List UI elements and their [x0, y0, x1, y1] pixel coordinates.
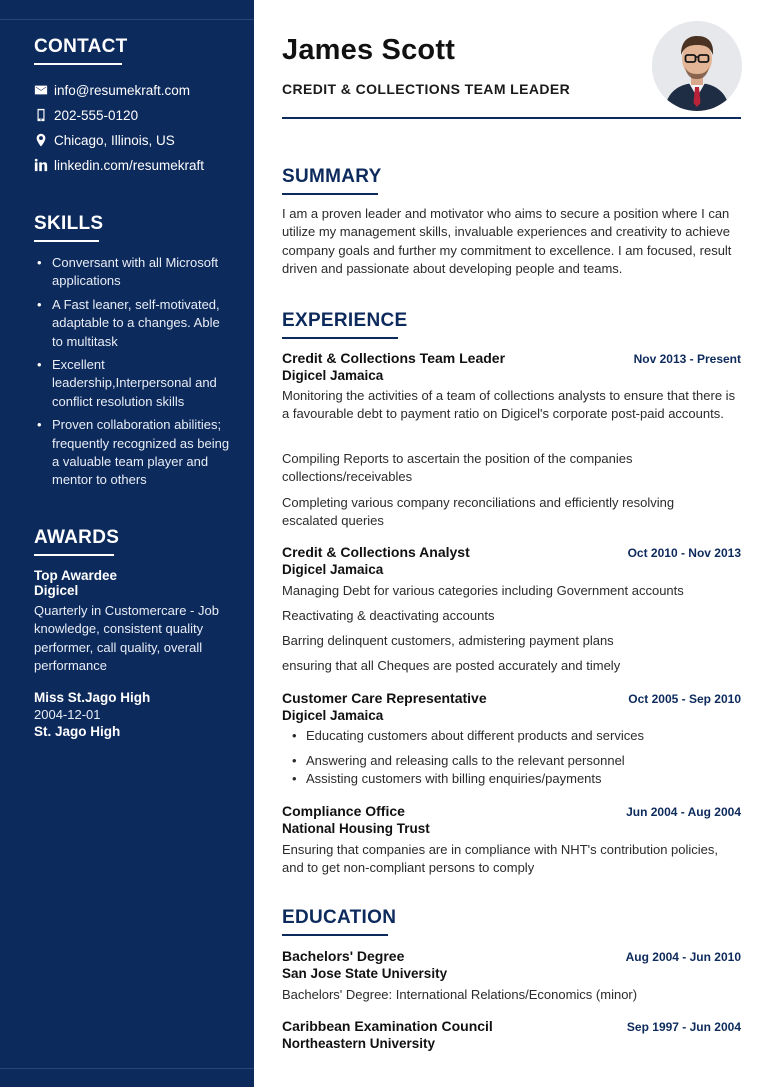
- job-dates: Nov 2013 - Present: [633, 352, 741, 366]
- candidate-name: James Scott: [282, 34, 456, 66]
- job-description: Completing various company reconciliations and efficiently resolving escalated queries: [282, 495, 675, 529]
- education-school: San Jose State University: [282, 966, 448, 981]
- awards-heading: AWARDS: [34, 527, 120, 548]
- summary-heading-rule: [282, 193, 378, 195]
- skills-heading-rule: [34, 240, 99, 242]
- job-header: [282, 544, 741, 560]
- skill-item: • Proven collaboration abilities; frequently recognized as being a valuable team player and mentor to others: [34, 416, 234, 490]
- education-header: [282, 948, 741, 964]
- phone-text: 202-555-0120: [54, 107, 139, 123]
- job-title: Customer Care Representative: [282, 690, 487, 706]
- job-description: ensuring that all Cheques are posted accurately and timely: [282, 658, 621, 673]
- award-title: Top Awardee: [34, 568, 118, 583]
- candidate-title: CREDIT & COLLECTIONS TEAM LEADER: [282, 81, 571, 97]
- map-pin-icon: [34, 133, 48, 147]
- job-description: Managing Debt for various categories including Government accounts: [282, 583, 684, 598]
- education-heading: EDUCATION: [282, 907, 397, 928]
- awards-heading-rule: [34, 554, 114, 556]
- education-heading-rule: [282, 934, 388, 936]
- sidebar-top-divider: [0, 19, 254, 20]
- education-school: Northeastern University: [282, 1036, 436, 1051]
- education-dates: Sep 1997 - Jun 2004: [626, 1020, 741, 1034]
- award-title: Miss St.Jago High: [34, 690, 151, 705]
- job-company: Digicel Jamaica: [282, 368, 384, 383]
- award-org: Digicel: [34, 583, 79, 598]
- job-description: Monitoring the activities of a team of collections analysts to ensure that there is a favourable debt to payment ratio on Digicel's corporate post-paid accounts.: [282, 388, 736, 422]
- profile-photo: [652, 21, 742, 111]
- job-bullet: • Educating customers about different products and services: [292, 727, 742, 745]
- education-dates: Aug 2004 - Jun 2010: [625, 950, 741, 964]
- skill-item: • Conversant with all Microsoft applications: [34, 254, 234, 291]
- job-title: Credit & Collections Analyst: [282, 544, 470, 560]
- job-bullet: • Answering and releasing calls to the relevant personnel: [292, 752, 742, 770]
- envelope-icon: [34, 83, 48, 97]
- job-description: Compiling Reports to ascertain the position of the companies collections/receivables: [282, 451, 633, 485]
- sidebar-bottom-divider: [0, 1068, 254, 1069]
- email-text: info@resumekraft.com: [54, 82, 190, 98]
- phone-icon: [34, 108, 48, 122]
- education-detail: Bachelors' Degree: International Relations/Economics (minor): [282, 987, 638, 1002]
- job-header: [282, 803, 741, 819]
- job-description: Ensuring that companies are in compliance with NHT's contribution policies, and to get non-compliant persons to comply: [282, 842, 719, 876]
- job-bullet: • Assisting customers with billing enquiries/payments: [292, 770, 742, 788]
- job-title: Compliance Office: [282, 803, 405, 819]
- linkedin-text: linkedin.com/resumekraft: [54, 157, 205, 173]
- contact-location: [34, 130, 175, 150]
- contact-heading: CONTACT: [34, 36, 128, 57]
- job-dates: Oct 2010 - Nov 2013: [627, 546, 741, 560]
- job-title: Credit & Collections Team Leader: [282, 350, 506, 366]
- job-company: National Housing Trust: [282, 821, 430, 836]
- summary-text: I am a proven leader and motivator who aims to secure a position where I can utilize my management skills, invaluable experiences and creativity to achieve company goals and further my commitment to excellence. I am focused, result driven and passionate about developing people and teams.: [282, 206, 732, 277]
- contact-linkedin[interactable]: [34, 155, 204, 175]
- skill-item: • A Fast leaner, self-motivated, adaptable to a changes. Able to multitask: [34, 296, 234, 351]
- job-description: Reactivating & deactivating accounts: [282, 608, 495, 623]
- skills-list: [34, 254, 234, 495]
- contact-phone[interactable]: [34, 105, 138, 125]
- skills-heading: SKILLS: [34, 213, 104, 234]
- education-degree: Bachelors' Degree: [282, 948, 405, 964]
- award-description: Quarterly in Customercare - Job knowledge, consistent quality performer, call quality, overall performance: [34, 603, 219, 674]
- sidebar: [0, 0, 254, 1087]
- award-org: St. Jago High: [34, 724, 121, 739]
- education-degree: Caribbean Examination Council: [282, 1018, 493, 1034]
- education-header: [282, 1018, 741, 1034]
- header-divider: [282, 117, 741, 119]
- job-company: Digicel Jamaica: [282, 708, 384, 723]
- job-company: Digicel Jamaica: [282, 562, 384, 577]
- job-dates: Oct 2005 - Sep 2010: [628, 692, 741, 706]
- experience-heading-rule: [282, 337, 398, 339]
- job-description: Barring delinquent customers, admistering payment plans: [282, 633, 614, 648]
- job-header: [282, 690, 741, 706]
- job-header: [282, 350, 741, 366]
- job-dates: Jun 2004 - Aug 2004: [626, 805, 741, 819]
- location-text: Chicago, Illinois, US: [54, 132, 175, 148]
- award-date: 2004-12-01: [34, 707, 101, 722]
- contact-heading-rule: [34, 63, 122, 65]
- experience-heading: EXPERIENCE: [282, 310, 408, 331]
- skill-item: • Excellent leadership,Interpersonal and conflict resolution skills: [34, 356, 234, 411]
- summary-heading: SUMMARY: [282, 166, 382, 187]
- linkedin-icon: [34, 158, 48, 172]
- contact-email[interactable]: [34, 80, 190, 100]
- avatar-illustration: [652, 21, 742, 111]
